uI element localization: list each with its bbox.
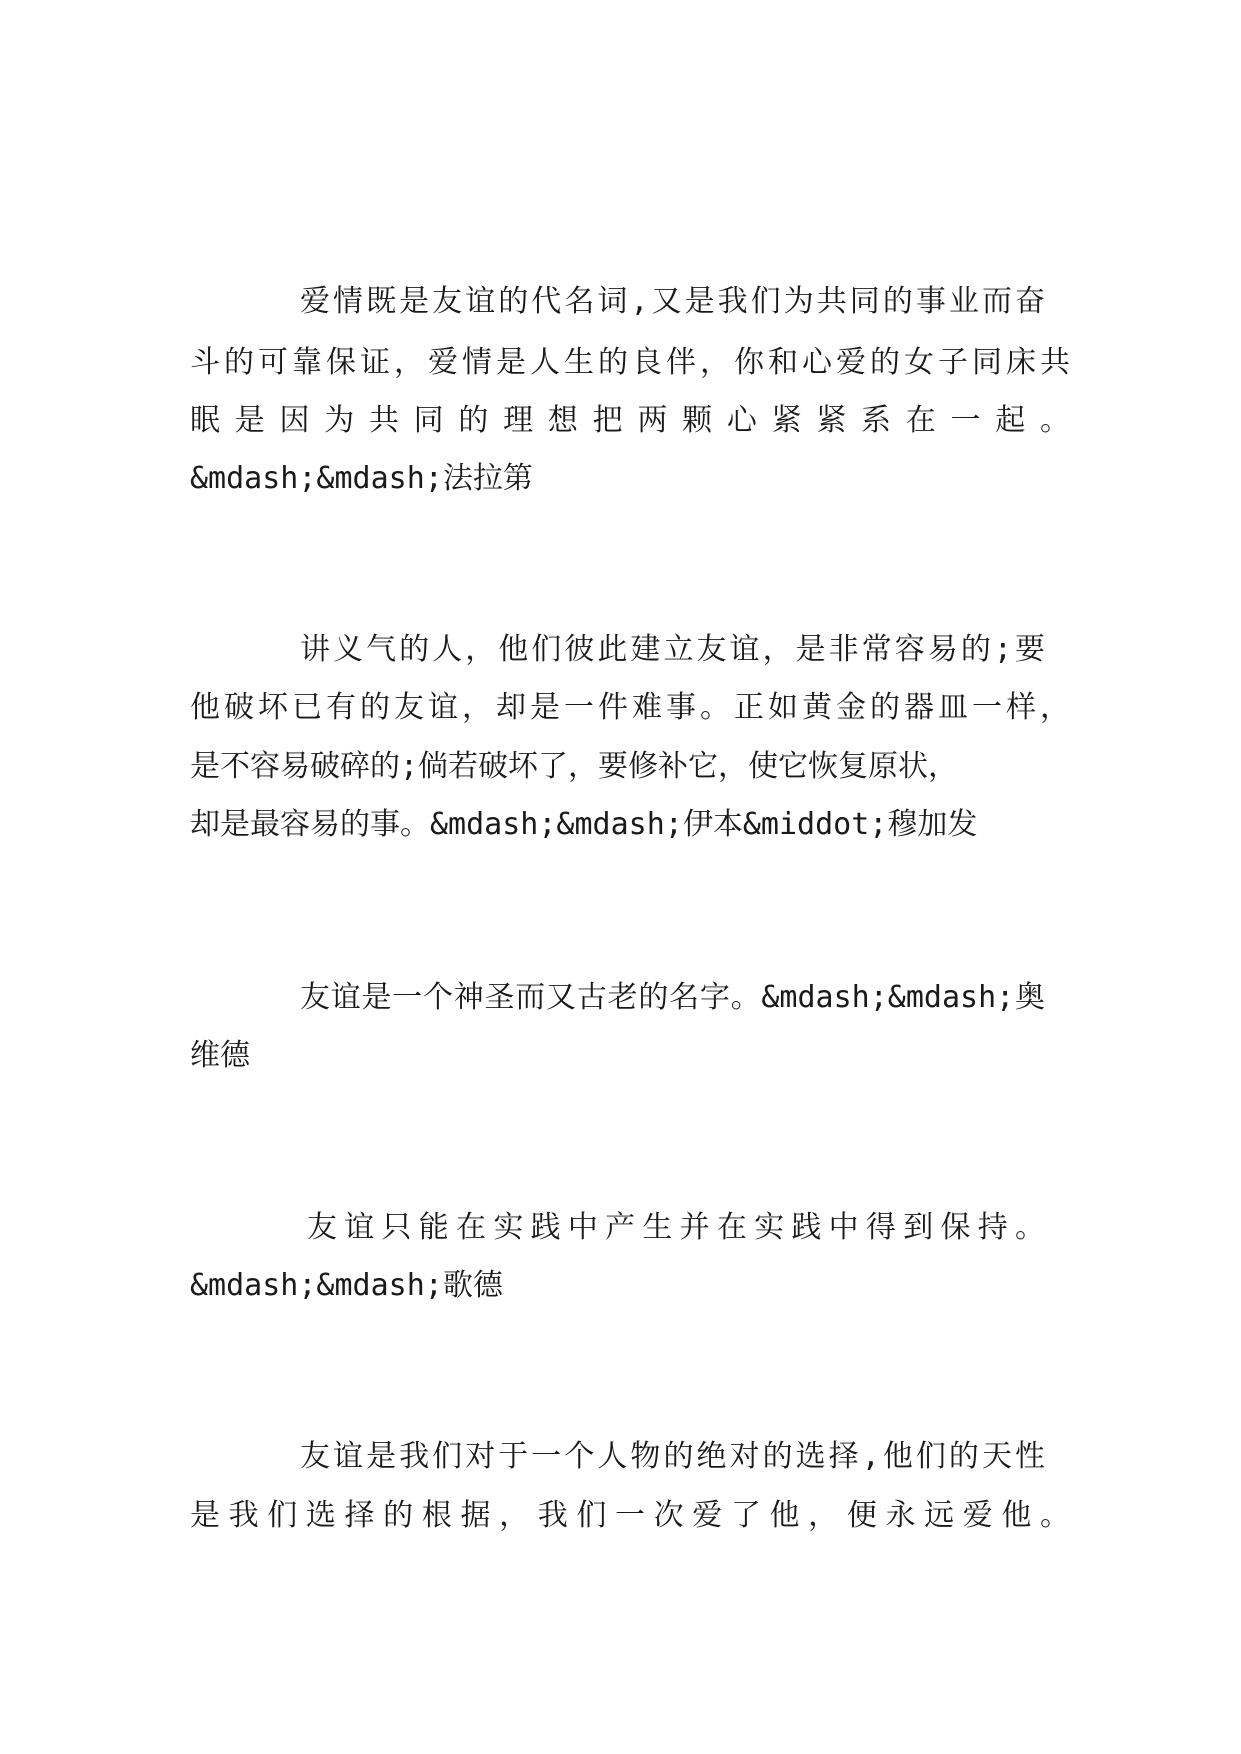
paragraph-2-line-4: 却是最容易的事。&mdash;&mdash;伊本&middot;穆加发 xyxy=(190,807,978,842)
paragraph-1-line-4: &mdash;&mdash;法拉第 xyxy=(190,461,533,496)
paragraph-5-line-2: 是我们选择的根据，我们一次爱了他，便永远爱他。 xyxy=(190,1498,1070,1533)
paragraph-2-line-1: 讲义气的人，他们彼此建立友谊，是非常容易的;要 xyxy=(300,632,1045,667)
paragraph-2-line-3: 是不容易破碎的;倘若破坏了，要修补它，使它恢复原状， xyxy=(190,749,959,784)
paragraph-3-line-2: 维德 xyxy=(190,1038,250,1073)
paragraph-4-line-1: 友谊只能在实践中产生并在实践中得到保持。 xyxy=(307,1210,1045,1245)
paragraph-1-line-3: 眠是因为共同的理想把两颗心紧紧系在一起。 xyxy=(190,403,1070,438)
paragraph-5-line-1: 友谊是我们对于一个人物的绝对的选择,他们的天性 xyxy=(300,1439,1045,1474)
paragraph-3-line-1: 友谊是一个神圣而又古老的名字。&mdash;&mdash;奥 xyxy=(300,980,1045,1015)
paragraph-1-line-1: 爱情既是友谊的代名词,又是我们为共同的事业而奋 xyxy=(300,284,1045,319)
paragraph-2-line-2: 他破坏已有的友谊，却是一件难事。正如黄金的器皿一样， xyxy=(190,690,1070,725)
paragraph-1-line-2: 斗的可靠保证，爱情是人生的良伴，你和心爱的女子同床共 xyxy=(190,345,1070,380)
paragraph-4-line-2: &mdash;&mdash;歌德 xyxy=(190,1268,503,1303)
